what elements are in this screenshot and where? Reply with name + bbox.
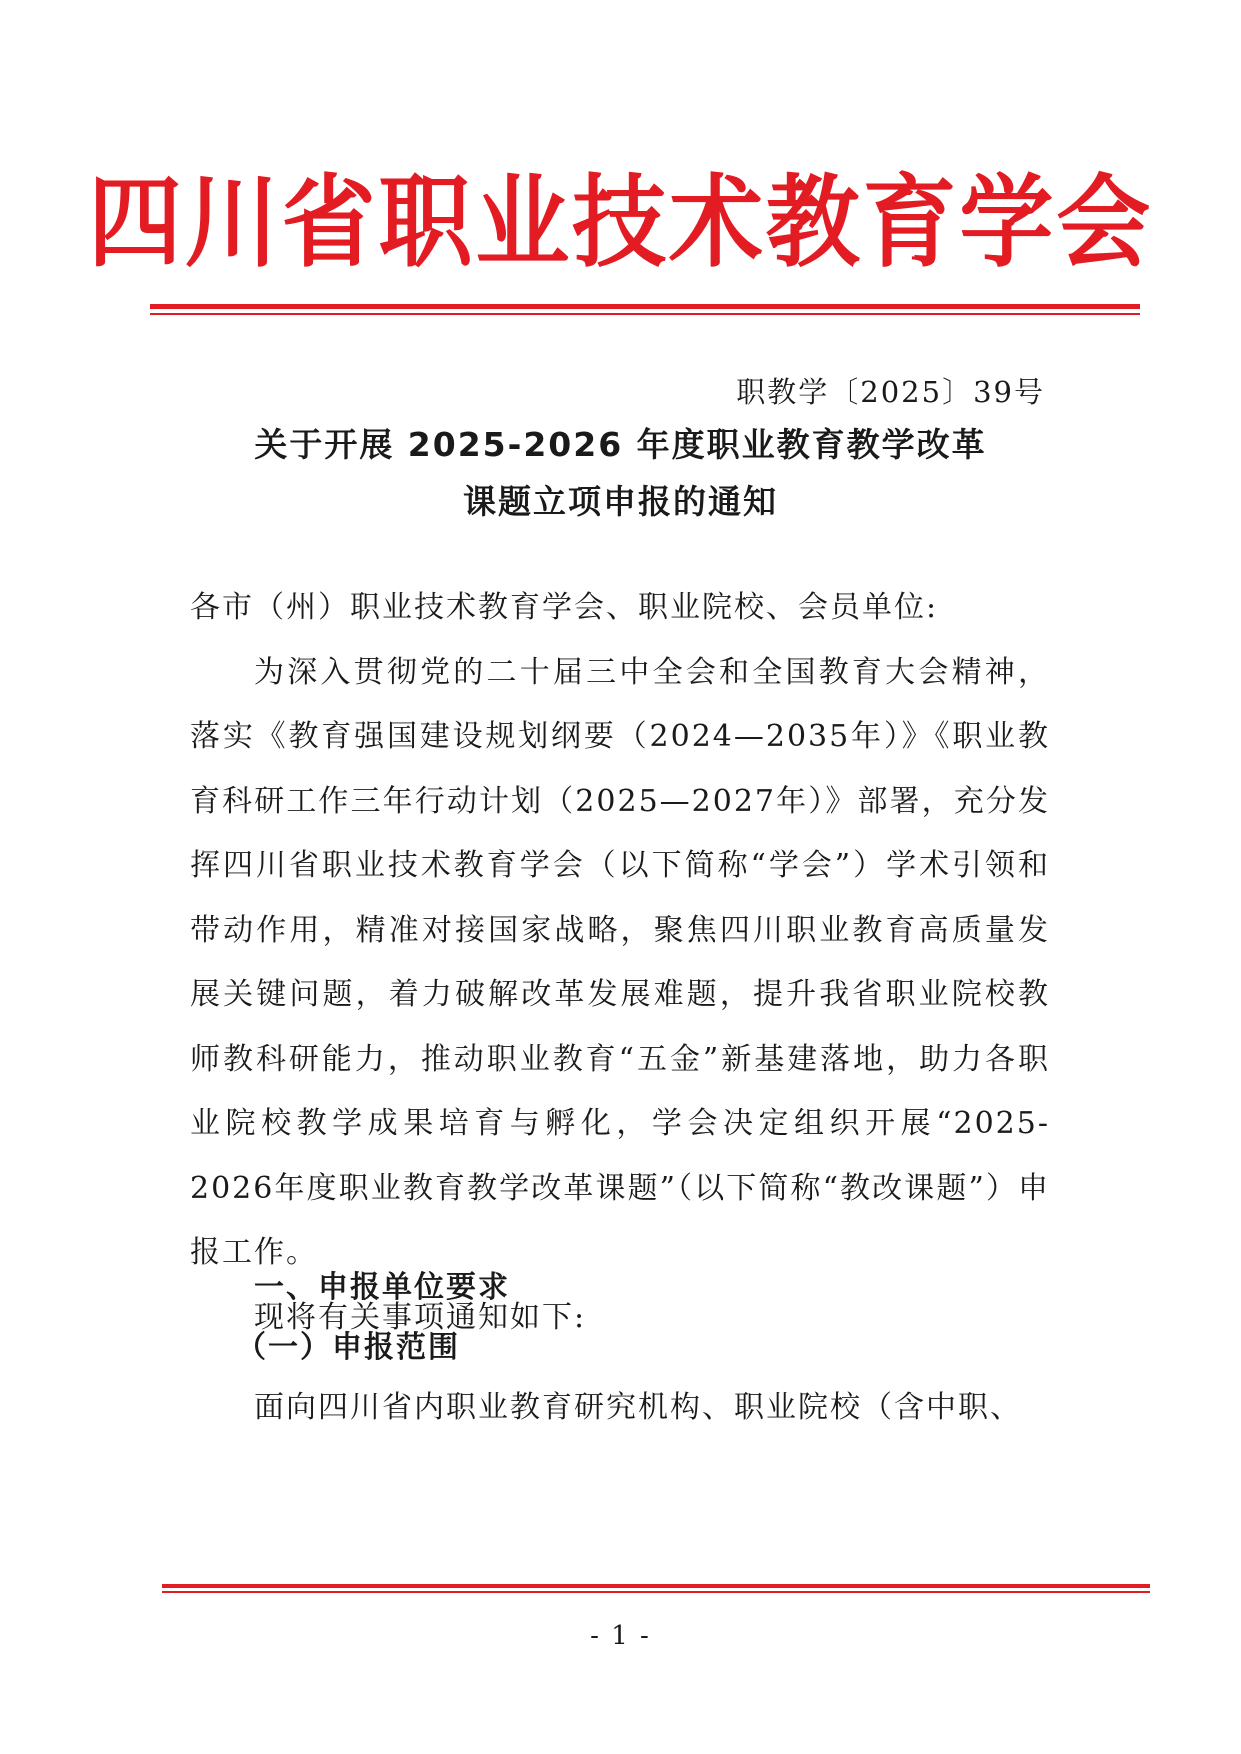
letterhead-rule-thick <box>150 304 1140 309</box>
salutation: 各市（州）职业技术教育学会、职业院校、会员单位: <box>190 590 939 625</box>
body-paragraph <box>190 1376 1050 1441</box>
document-number: 职教学〔2025〕39号 <box>736 375 1045 409</box>
body-paragraph: 为深入贯彻党的二十届三中全会和全国教育大会精神，落实《教育强国建设规划纲要（2024—2035年）》《职业教育科研工作三年行动计划（2025—2027年）》部署，充分发挥四川省职业技术教育学会（以下简称“学会”）学术引领和带动作用，精准对接国家战略，聚焦四川职业教育高质量发展关键问题，着力破解改革发展难题，提升我省职业院校教师教科研能力，推动职业教育“五金”新基建落地，助力各职业院校教学成果培育与孵化，学会决定组织开展“2025-2026年度职业教育教学改革课题”（以下简称“教改课题”）申报工作。 <box>190 654 1050 1270</box>
footer-rule-thick <box>162 1584 1150 1588</box>
letterhead-title: 四川省职业技术教育学会 <box>87 164 1154 281</box>
body-paragraph: 现将有关事项通知如下: <box>254 1299 587 1335</box>
subsection-heading: （一）申报范围 <box>236 1330 460 1365</box>
document-body <box>190 576 1050 1350</box>
document-title-line1: 关于开展 2025-2026 年度职业教育教学改革 <box>254 425 987 464</box>
body-paragraph-text: 面向四川省内职业教育研究机构、职业院校（含中职、 <box>254 1390 1022 1425</box>
footer-rule-thin <box>162 1591 1150 1593</box>
letterhead-rule-thin <box>150 313 1140 315</box>
page-number: - 1 - <box>590 1621 651 1651</box>
section-heading: 一、申报单位要求 <box>254 1270 510 1305</box>
document-title-line2: 课题立项申报的通知 <box>463 482 778 521</box>
